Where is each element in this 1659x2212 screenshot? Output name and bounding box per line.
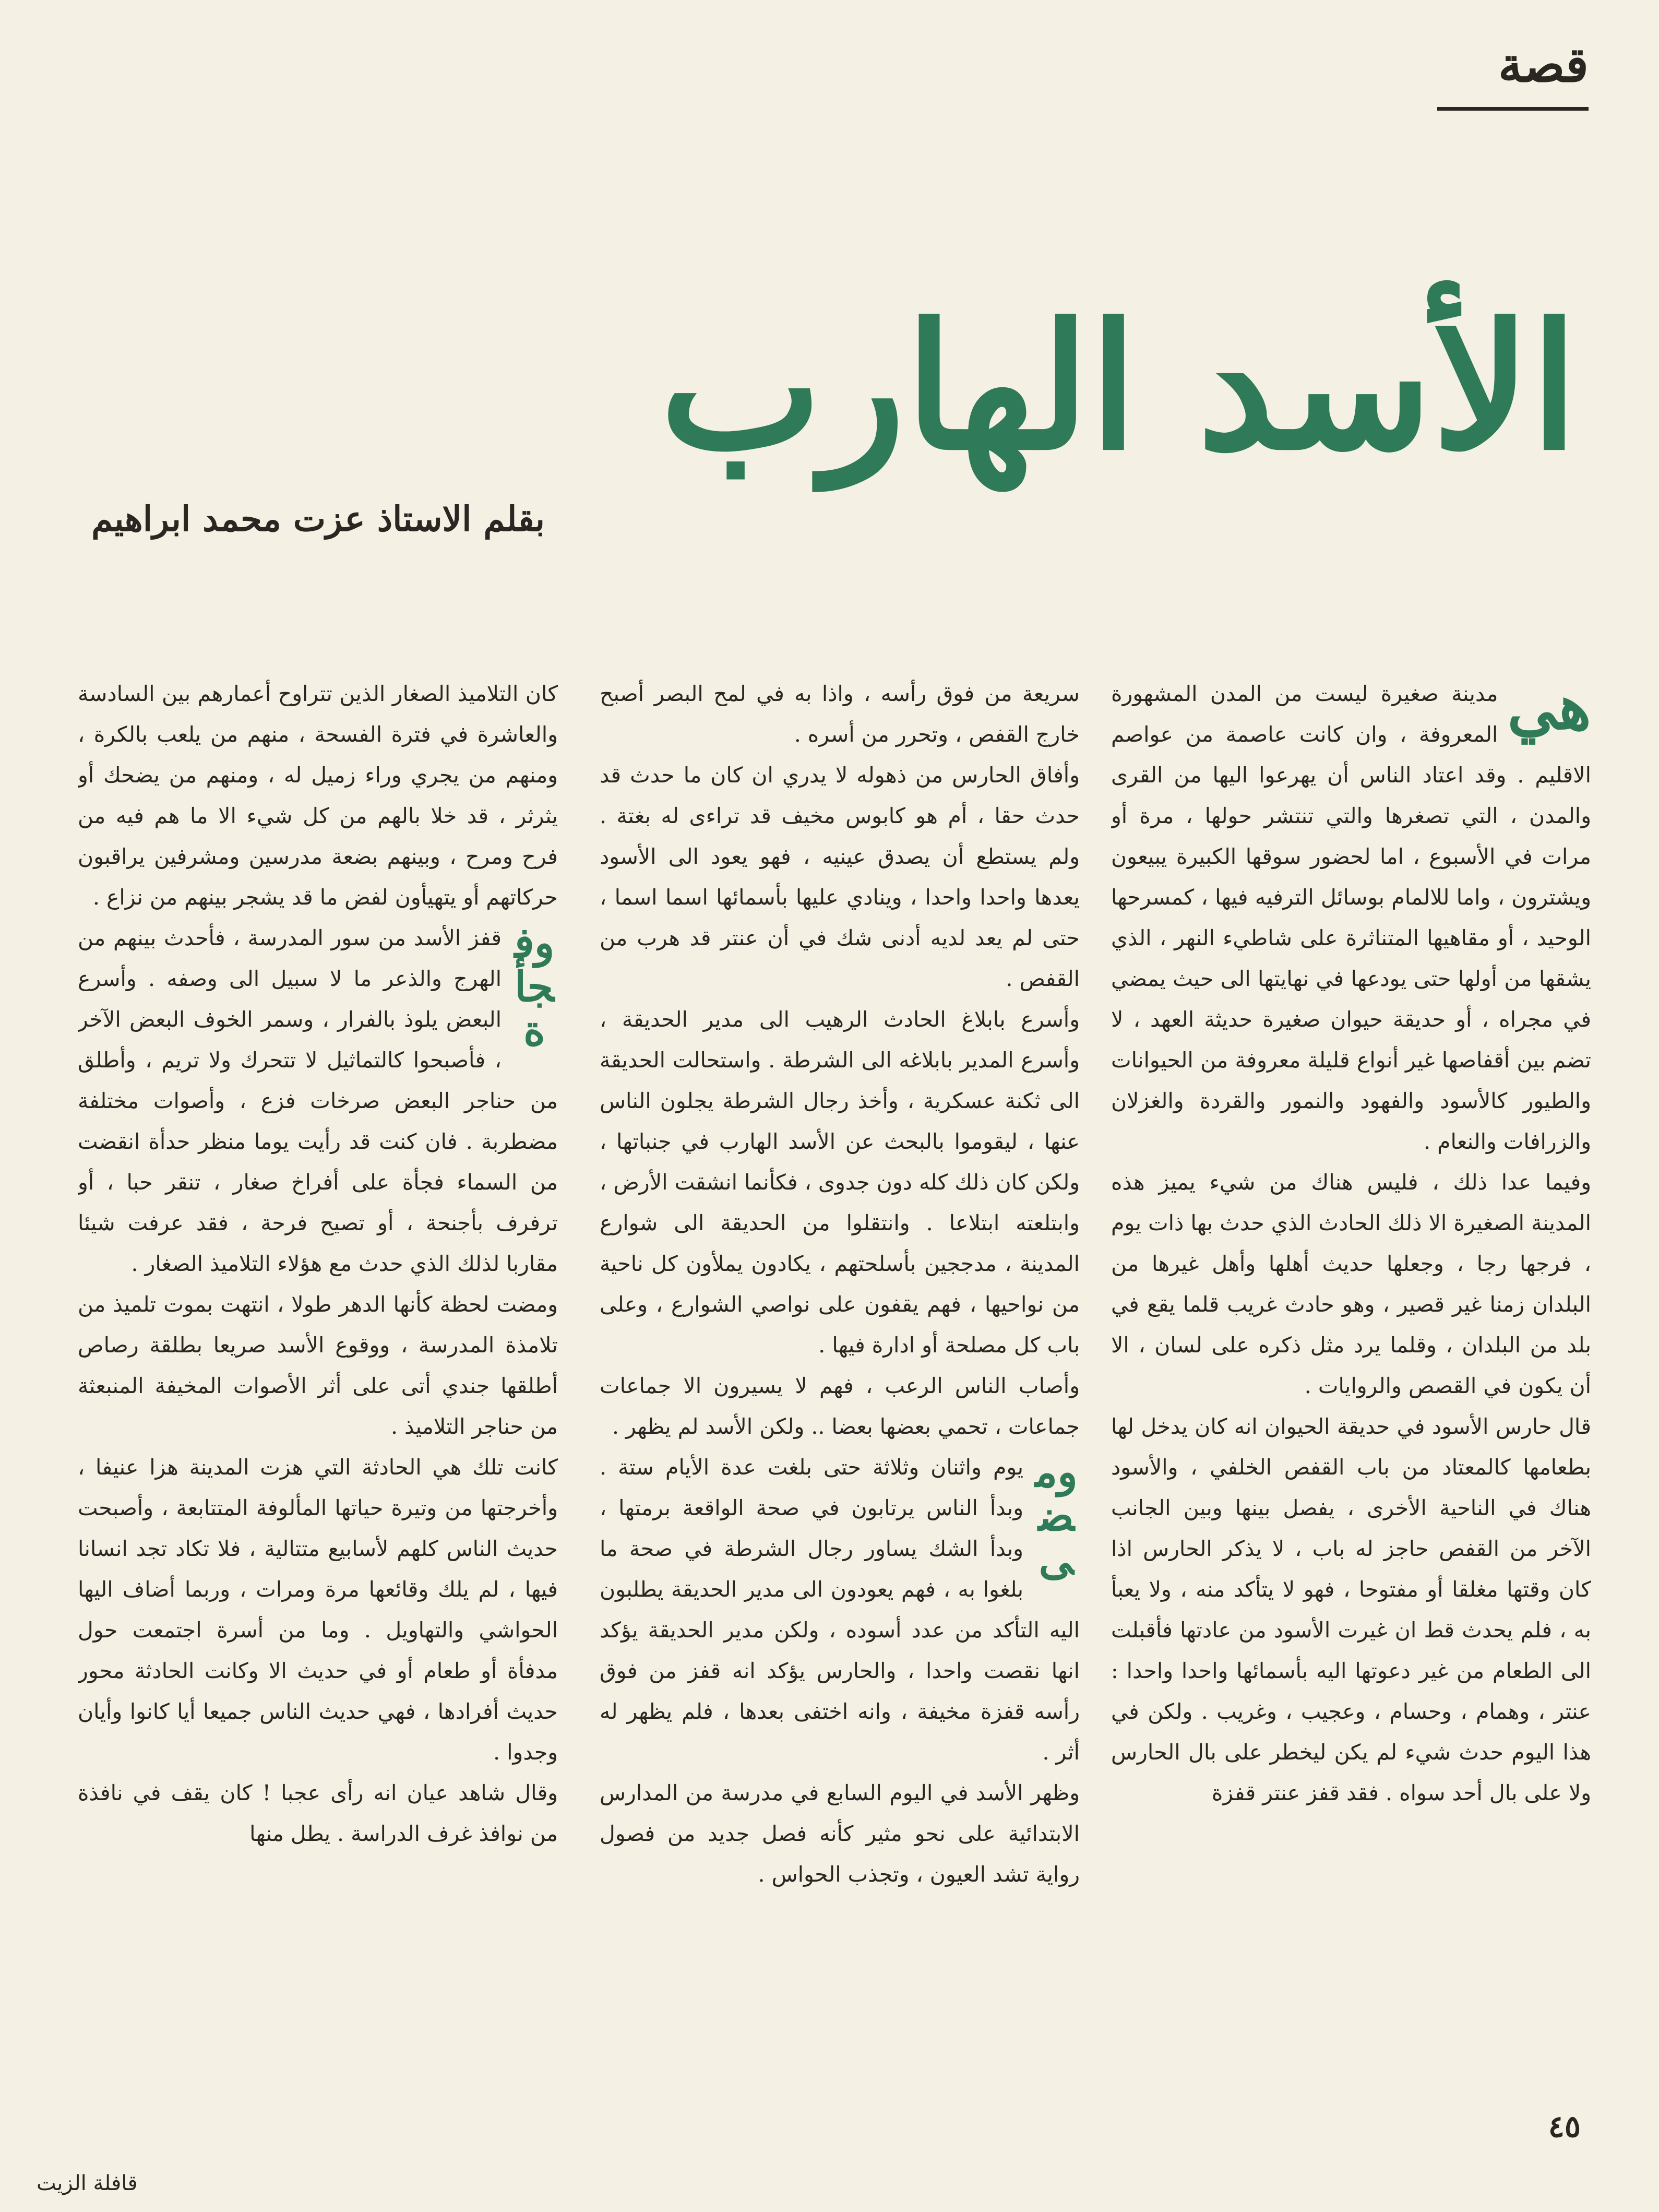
paragraph: مدينة صغيرة ليست من المدن المشهورة المعروفة ، وان كانت عاصمة من عواصم الاقليم . وقد اعتاد الناس أن يهرعوا اليها من القرى والمدن ، التي تصغرها والتي تنتشر حولها ، مرة أو مرات في الأسبوع ، اما لحضور سوقها الكبيرة يبيعون ويشترون ، واما للالمام بوسائل الترفيه فيها ، كمسرحها الوحيد ، أو مقاهيها المتناثرة على شاطيء النهر ، الذي يشقها من أولها حتى يودعها في نهايتها الى حيث يمضي في مجراه ، أو حديقة حيوان صغيرة حديثة العهد ، لا تضم بين أقفاصها غير أنواع قليلة معروفة من الحيوانات والطيور كالأسود والفهود والنمور والقردة والغزلان والزرافات والنعام .: [1111, 681, 1591, 1154]
section-lead-word: ومضى: [1035, 1447, 1078, 1584]
drop-cap: هي: [1507, 673, 1591, 743]
page-number: ٤٥: [1548, 2109, 1581, 2144]
magazine-name: قافلة الزيت: [37, 2171, 138, 2195]
article-title: الأسد الهارب: [660, 286, 1578, 488]
column-right: [1111, 673, 1591, 2098]
paragraph: كان التلاميذ الصغار الذين تتراوح أعمارهم بين السادسة والعاشرة في فترة الفسحة ، منهم من يلعب بالكرة ، ومنهم من يجري وراء زميل له ، ومنهم من يضحك أو يثرثر ، قد خلا بالهم من كل شيء الا ما هم فيه من فرح ومرح ، وبينهم بضعة مدرسين ومشرفين يراقبون حركاتهم أو يتهيأون لفض ما قد يشجر بينهم من نزاع .: [78, 681, 558, 910]
byline: بقلم الاستاذ عزت محمد ابراهيم: [91, 498, 545, 539]
section-underline: [1437, 107, 1589, 111]
section-label: قصة: [1498, 37, 1589, 93]
paragraph: قفز الأسد من سور المدرسة ، فأحدث بينهم من الهرج والذعر ما لا سبيل الى وصفه . وأسرع البعض يلوذ بالفرار ، وسمر الخوف البعض الآخر ، فأصبحوا كالتماثيل لا تتحرك ولا تريم ، وأطلق من حناجر البعض صرخات فزع ، وأصوات مختلفة مضطربة . فان كنت قد رأيت يوما منظر حدأة انقضت من السماء فجأة على أفراخ صغار ، تنقر حبا ، أو ترفرف بأجنحة ، أو تصيح فرحة ، فقد عرفت شيئا مقاربا لذلك الذي حدث مع هؤلاء التلاميذ الصغار .: [78, 925, 558, 1276]
paragraph: سريعة من فوق رأسه ، واذا به في لمح البصر أصبح خارج القفص ، وتحرر من أسره .: [600, 681, 1080, 747]
paragraph: وفيما عدا ذلك ، فليس هناك من شيء يميز هذه المدينة الصغيرة الا ذلك الحادث الذي حدث بها ذات يوم ، فرجها رجا ، وجعلها حديث أهلها وأهل غيرها من البلدان زمنا غير قصير ، وهو حادث غريب قلما يقع في بلد من البلدان ، وقلما يرد مثل ذكره على لسان ، الا أن يكون في القصص والروايات .: [1111, 1170, 1591, 1398]
paragraph: قال حارس الأسود في حديقة الحيوان انه كان يدخل لها بطعامها كالمعتاد من باب القفص الخلفي ، والأسود هناك في الناحية الأخرى ، يفصل بينها وبين الجانب الآخر من القفص حاجز له باب ، لا يذكر الحارس اذا كان وقتها مغلقا أو مفتوحا ، فهو لا يتأكد منه ، ولا يعبأ به ، فلم يحدث قط ان غيرت الأسود من عادتها فأقبلت الى الطعام من غير دعوتها اليه بأسمائها واحدا واحدا : عنتر ، وهمام ، وحسام ، وعجيب ، وغريب . ولكن في هذا اليوم حدث شيء لم يكن ليخطر على بال الحارس ولا على بال أحد سواه . فقد قفز عنتر قفزة: [1111, 1414, 1591, 1805]
section-lead-word: وفجأة: [514, 918, 555, 1055]
paragraph: ومضت لحظة كأنها الدهر طولا ، انتهت بموت تلميذ من تلامذة المدرسة ، ووقوع الأسد صريعا بطلقة رصاص أطلقها جندي أتى على أثر الأصوات المخيفة المنبعثة من حناجر التلاميذ .: [78, 1292, 558, 1439]
paragraph: يوم واثنان وثلاثة حتى بلغت عدة الأيام ستة . وبدأ الناس يرتابون في صحة الواقعة برمتها ، وبدأ الشك يساور رجال الشرطة في صحة ما بلغوا به ، فهم يعودون الى مدير الحديقة يطلبون اليه التأكد من عدد أسوده ، ولكن مدير الحديقة يؤكد انها نقصت واحدا ، والحارس يؤكد انه قفز من فوق رأسه قفزة مخيفة ، وانه اختفى بعدها ، فلم يظهر له أثر .: [600, 1455, 1080, 1765]
column-middle: [600, 673, 1080, 2098]
paragraph: كانت تلك هي الحادثة التي هزت المدينة هزا عنيفا ، وأخرجتها من وتيرة حياتها المألوفة المتتابعة ، وأصبحت حديث الناس كلهم لأسابيع متتالية ، فلا تكاد تجد انسانا فيها ، لم يلك وقائعها مرة ومرات ، وربما أضاف اليها الحواشي والتهاويل . وما من أسرة اجتمعت حول مدفأة أو طعام أو في حديث الا وكانت الحادثة محور حديث أفرادها ، فهي حديث الناس جميعا أيا كانوا وأيان وجدوا .: [78, 1455, 558, 1765]
paragraph: وظهر الأسد في اليوم السابع في مدرسة من المدارس الابتدائية على نحو مثير كأنه فصل جديد من فصول رواية تشد العيون ، وتجذب الحواس .: [600, 1780, 1080, 1887]
paragraph: وأصاب الناس الرعب ، فهم لا يسيرون الا جماعات جماعات ، تحمي بعضها بعضا .. ولكن الأسد لم يظهر .: [600, 1373, 1080, 1439]
paragraph: وأفاق الحارس من ذهوله لا يدري ان كان ما حدث قد حدث حقا ، أم هو كابوس مخيف قد تراءى له بغتة . ولم يستطع أن يصدق عينيه ، فهو يعود الى الأسود يعدها واحدا واحدا ، وينادي عليها بأسمائها اسما اسما ، حتى لم يعد لديه أدنى شك في أن عنتر قد هرب من القفص .: [600, 763, 1080, 991]
paragraph: وأسرع بابلاغ الحادث الرهيب الى مدير الحديقة ، وأسرع المدير بابلاغه الى الشرطة . واستحالت الحديقة الى ثكنة عسكرية ، وأخذ رجال الشرطة يجلون الناس عنها ، ليقوموا بالبحث عن الأسد الهارب في جنباتها ، ولكن كان ذلك كله دون جدوى ، فكأنما انشقت الأرض ، وابتلعته ابتلاعا . وانتقلوا من الحديقة الى شوارع المدينة ، مدججين بأسلحتهم ، يكادون يملأون كل ناحية من نواحيها ، فهم يقفون على نواصي الشوارع ، وعلى باب كل مصلحة أو ادارة فيها .: [600, 1007, 1080, 1358]
paragraph: وقال شاهد عيان انه رأى عجبا ! كان يقف في نافذة من نوافذ غرف الدراسة . يطل منها: [78, 1780, 558, 1846]
column-left: [78, 673, 558, 2098]
